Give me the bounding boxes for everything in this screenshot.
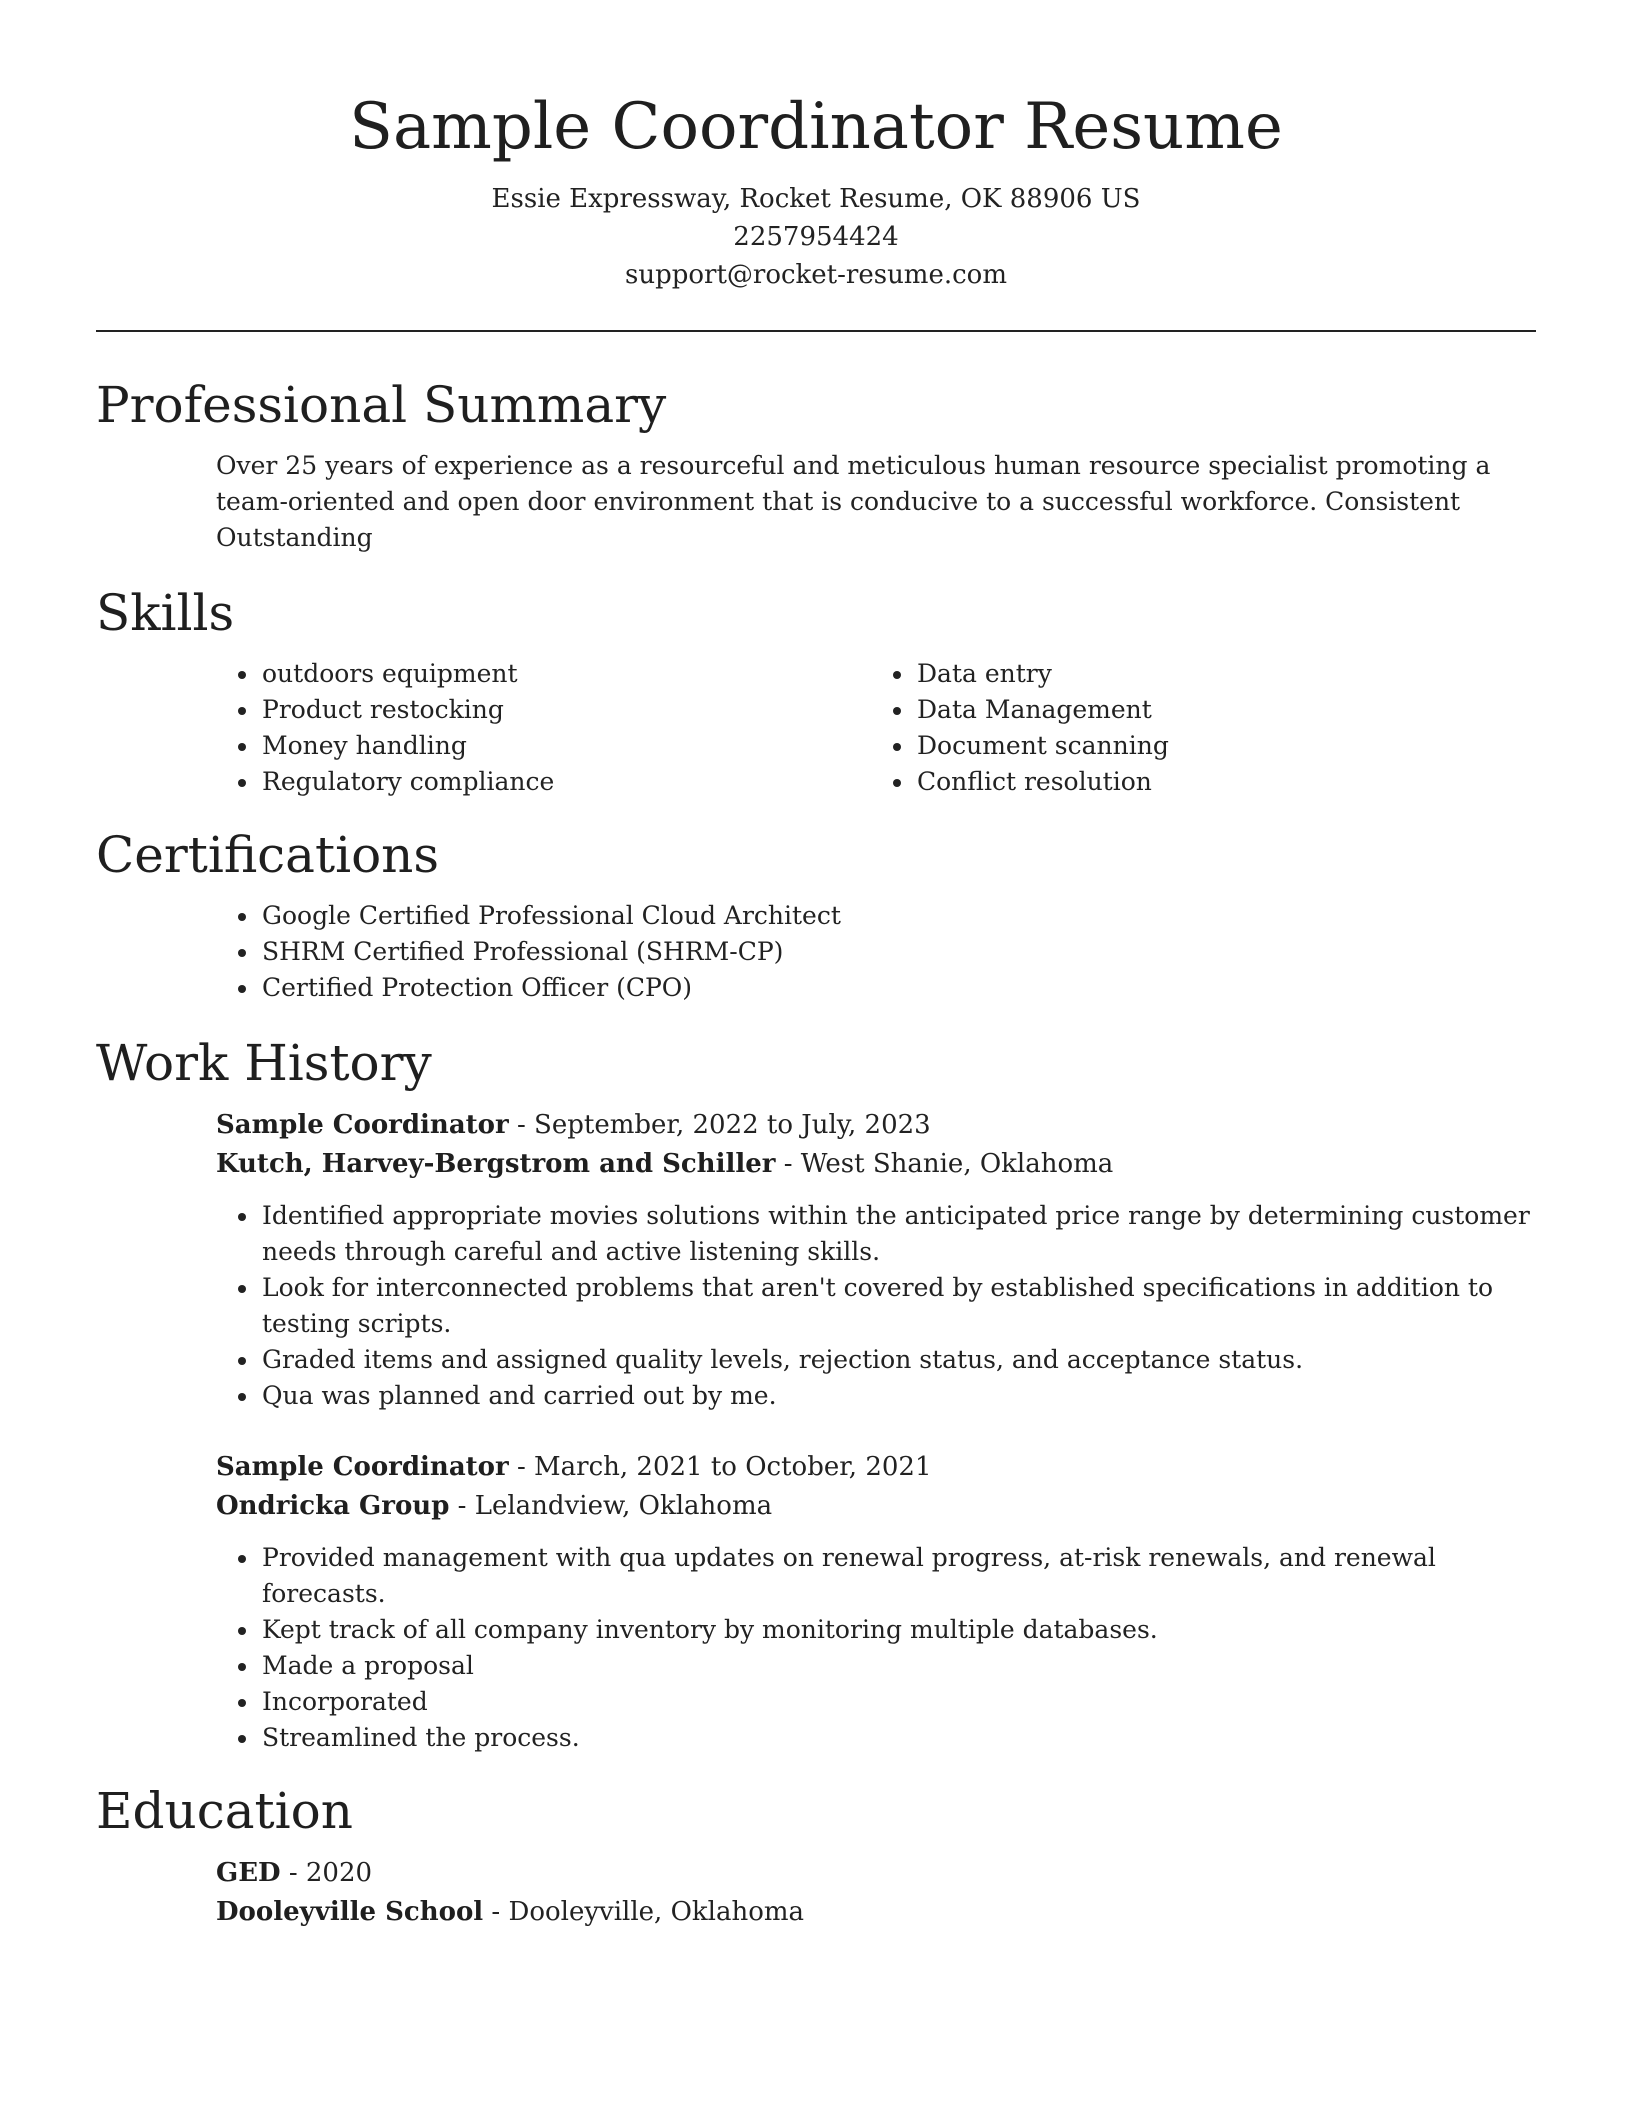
summary-section [96,372,1536,556]
job-bullet: • Made a proposal [260,1648,1536,1684]
job-company-line [96,1145,1536,1184]
education-heading: Education [96,1782,353,1840]
skills-column-1 [96,656,881,800]
job-title-line [96,1448,1536,1487]
certifications-list [96,898,1536,1006]
education-entry [96,1854,1536,1932]
skills-section [96,580,1536,800]
work-history-heading: Work History [96,1034,432,1092]
skill-item: • outdoors equipment [260,656,881,692]
job-dates: - September, 2022 to July, 2023 [508,1110,931,1140]
certification-item: • Google Certified Professional Cloud Architect [260,898,1536,934]
education-school: Dooleyville School [216,1897,484,1927]
skill-item: • Regulatory compliance [260,764,881,800]
job-company: Ondricka Group [216,1491,450,1521]
education-degree-line [96,1854,1536,1893]
job-role: Sample Coordinator [216,1452,509,1482]
job-title-line [96,1106,1536,1145]
job-location: - West Shanie, Oklahoma [775,1149,1114,1179]
education-degree: GED [216,1858,281,1888]
education-year: - 2020 [280,1858,373,1888]
skill-item: • Money handling [260,728,881,764]
work-history-section [96,1030,1536,1756]
job-bullet: • Streamlined the process. [260,1720,1536,1756]
job-company-line [96,1487,1536,1526]
job-bullet: • Kept track of all company inventory by monitoring multiple databases. [260,1612,1536,1648]
certifications-heading: Certifications [96,826,440,884]
education-section [96,1778,1536,1932]
contact-address: Essie Expressway, Rocket Resume, OK 88906 US [491,184,1141,214]
resume-title: Sample Coordinator Resume [349,90,1283,164]
skills-heading: Skills [96,584,235,642]
job-role: Sample Coordinator [216,1110,509,1140]
skills-column-2 [881,656,1536,800]
summary-heading: Professional Summary [96,376,667,434]
summary-text: Over 25 years of experience as a resourceful and meticulous human resource specialist promoting a team-oriented and open door environment that is conducive to a successful workforce. Consistent Outstanding [216,451,1491,552]
certifications-section [96,822,1536,1006]
resume-header [96,82,1536,294]
skill-item: • Data entry [915,656,1536,692]
skill-item: • Document scanning [915,728,1536,764]
skill-item: • Product restocking [260,692,881,728]
education-location: - Dooleyville, Oklahoma [483,1897,805,1927]
job-dates: - March, 2021 to October, 2021 [508,1452,932,1482]
job-entry [96,1106,1536,1414]
job-bullets [96,1540,1536,1756]
job-bullet: • Graded items and assigned quality levels, rejection status, and acceptance status. [260,1342,1536,1378]
skill-item: • Data Management [915,692,1536,728]
job-bullet: • Identified appropriate movies solutions within the anticipated price range by determining customer needs through careful and active listening skills. [260,1198,1536,1270]
job-bullets [96,1198,1536,1414]
job-bullet: • Provided management with qua updates on renewal progress, at-risk renewals, and renewal forecasts. [260,1540,1536,1612]
skills-grid [96,656,1536,800]
job-company: Kutch, Harvey-Bergstrom and Schiller [216,1149,776,1179]
education-school-line [96,1893,1536,1932]
header-divider [96,330,1536,332]
job-entry [96,1448,1536,1756]
job-bullet: • Incorporated [260,1684,1536,1720]
contact-email: support@rocket-resume.com [624,260,1007,290]
job-bullet: • Look for interconnected problems that aren't covered by established specifications in addition to testing scripts. [260,1270,1536,1342]
contact-phone: 2257954424 [733,222,899,252]
job-location: - Lelandview, Oklahoma [449,1491,773,1521]
skill-item: • Conflict resolution [915,764,1536,800]
certification-item: • Certified Protection Officer (CPO) [260,970,1536,1006]
certification-item: • SHRM Certified Professional (SHRM-CP) [260,934,1536,970]
job-bullet: • Qua was planned and carried out by me. [260,1378,1536,1414]
contact-block [96,180,1536,294]
